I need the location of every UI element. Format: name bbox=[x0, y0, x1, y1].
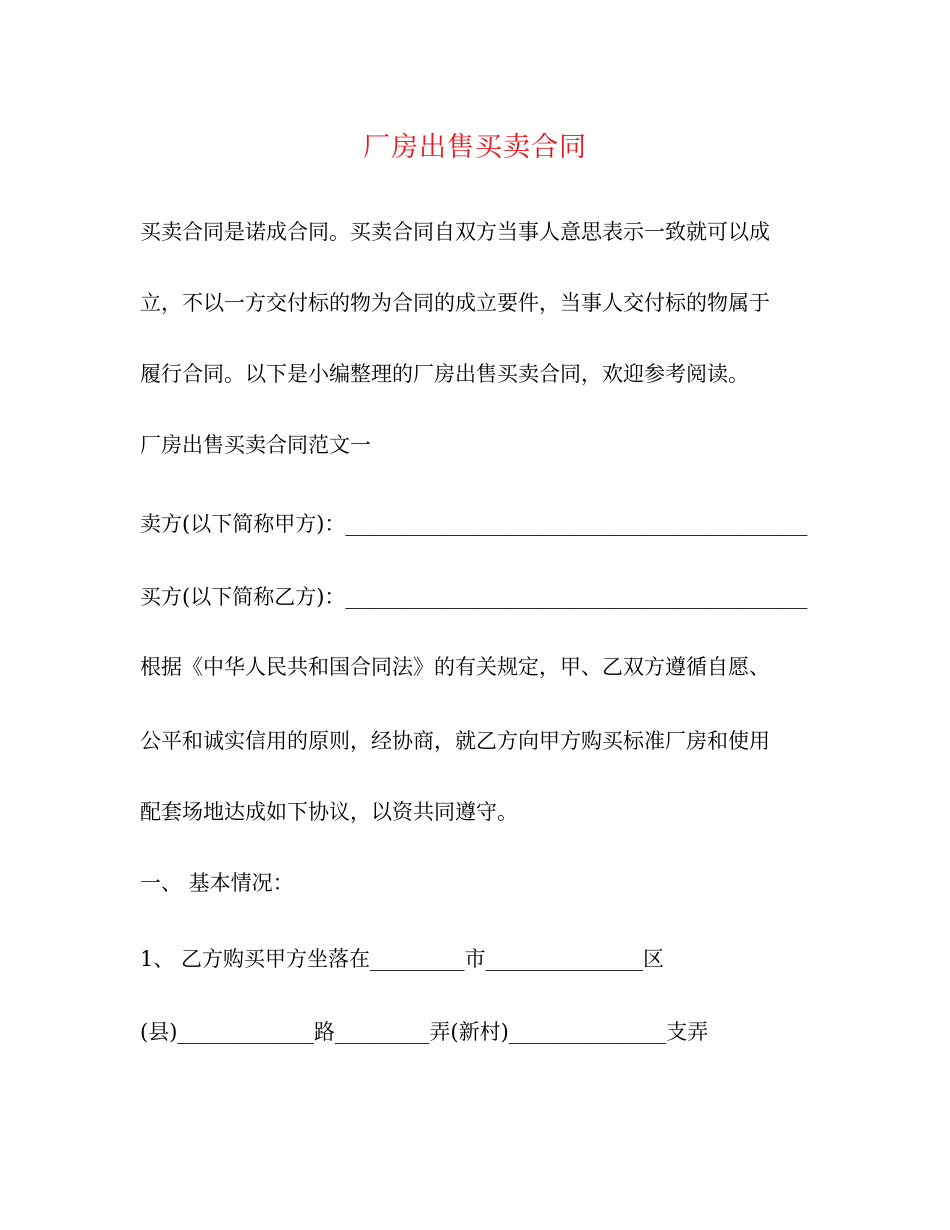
body-line-3: 配套场地达成如下协议，以资共同遵守。 bbox=[140, 800, 518, 824]
intro-line-1: 买卖合同是诺成合同。买卖合同自双方当事人意思表示一致就可以成 bbox=[140, 220, 770, 244]
buyer-field: 买方(以下简称乙方)：____________________________________________ bbox=[140, 585, 808, 609]
seller-field: 卖方(以下简称甲方)：____________________________________________ bbox=[140, 512, 808, 536]
document-title: 厂房出售买卖合同 bbox=[363, 132, 587, 163]
clause-1-line-1: 1、 乙方购买甲方坐落在_________市_______________区 bbox=[140, 947, 665, 971]
body-line-2: 公平和诚实信用的原则，经协商，就乙方向甲方购买标准厂房和使用 bbox=[140, 729, 770, 753]
clause-heading: 一、 基本情况： bbox=[140, 871, 294, 895]
intro-line-2: 立，不以一方交付标的物为合同的成立要件，当事人交付标的物属于 bbox=[140, 291, 770, 315]
clause-1-line-2: (县)_____________路_________弄(新村)_______________支弄 bbox=[140, 1020, 709, 1044]
body-line-1: 根据《中华人民共和国合同法》的有关规定，甲、乙双方遵循自愿、 bbox=[140, 655, 770, 679]
intro-line-3: 履行合同。以下是小编整理的厂房出售买卖合同，欢迎参考阅读。 bbox=[140, 362, 749, 386]
section-heading: 厂房出售买卖合同范文一 bbox=[140, 433, 371, 457]
